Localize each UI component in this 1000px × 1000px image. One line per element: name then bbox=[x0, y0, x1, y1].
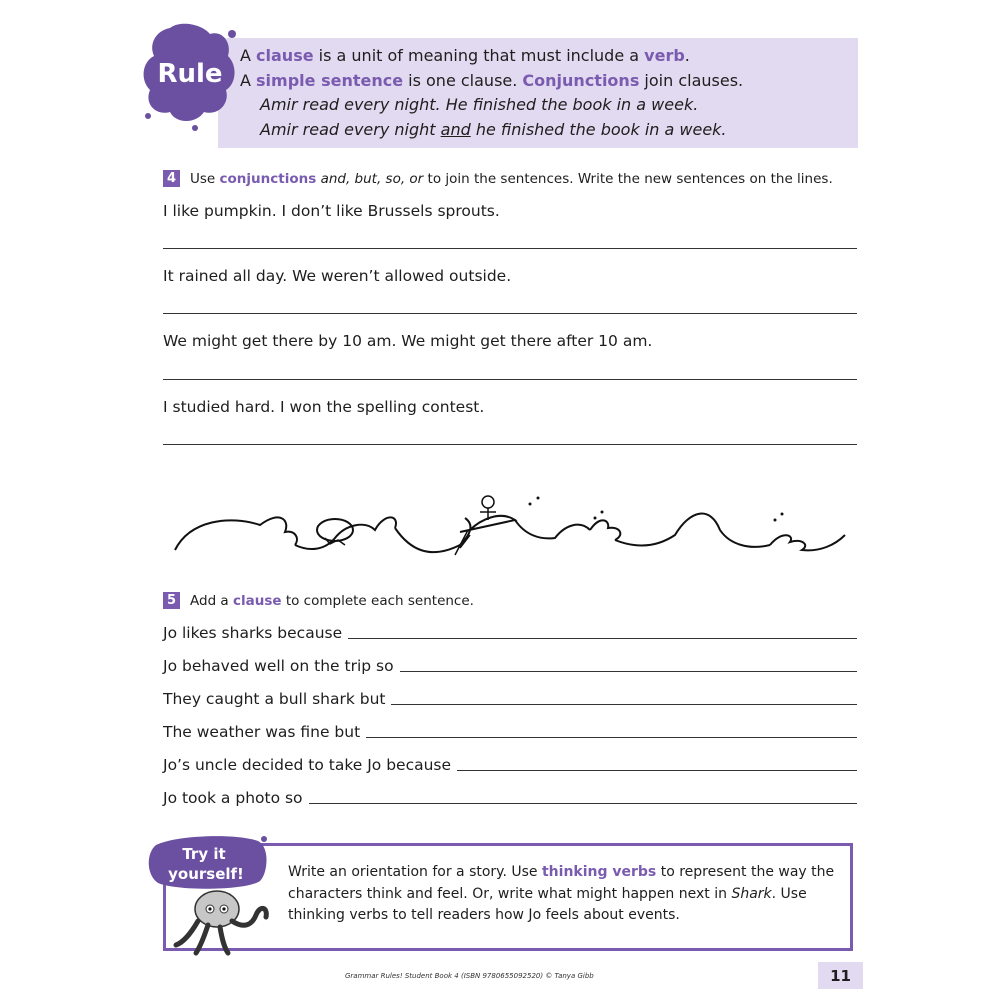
completion-row bbox=[163, 624, 857, 642]
shark-waves-illustration bbox=[170, 490, 850, 585]
footer-credit: Grammar Rules! Student Book 4 (ISBN 9780655092520) © Tanya Gibb bbox=[345, 972, 594, 980]
answer-line[interactable] bbox=[163, 313, 857, 314]
answer-line[interactable] bbox=[400, 671, 857, 672]
rule-badge-text: Rule bbox=[157, 59, 223, 89]
question-sentence: I studied hard. I won the spelling contest. bbox=[163, 398, 485, 416]
term-verb: verb bbox=[644, 46, 685, 65]
question-sentence: We might get there by 10 am. We might get there after 10 am. bbox=[163, 332, 653, 350]
rule-example-1: Amir read every night. He finished the book in a week. bbox=[260, 95, 699, 114]
question-sentence: I like pumpkin. I don’t like Brussels sprouts. bbox=[163, 202, 500, 220]
term-conjunctions: Conjunctions bbox=[522, 70, 640, 90]
answer-line[interactable] bbox=[309, 803, 857, 804]
octopus-icon bbox=[172, 885, 272, 957]
answer-line[interactable] bbox=[348, 638, 857, 639]
completion-row bbox=[163, 789, 857, 807]
completion-row bbox=[163, 657, 857, 675]
answer-line[interactable] bbox=[163, 248, 857, 249]
sentence-starter: Jo likes sharks because bbox=[163, 624, 343, 642]
sentence-starter: The weather was fine but bbox=[163, 723, 361, 741]
answer-line[interactable] bbox=[163, 444, 857, 445]
section-4-number: 4 bbox=[163, 170, 180, 187]
sentence-starter: Jo behaved well on the trip so bbox=[163, 657, 394, 675]
term-simple-sentence: simple sentence bbox=[256, 70, 404, 90]
sentence-starter: Jo’s uncle decided to take Jo because bbox=[163, 756, 452, 774]
try-it-yourself-text: Write an orientation for a story. Use thinking verbs to represent the way the characters think and feel. Or, write what might happen next in Shark. Use thinking verbs to tell readers how Jo feels about events. bbox=[288, 864, 835, 923]
completion-row bbox=[163, 756, 857, 774]
rule-example-2: Amir read every night and he finished the book in a week. bbox=[260, 119, 727, 139]
question-sentence: It rained all day. We weren’t allowed outside. bbox=[163, 267, 512, 285]
try-badge-line2: yourself! bbox=[168, 865, 244, 883]
rule-line-1: A clause is a unit of meaning that must include a verb. bbox=[240, 46, 690, 65]
answer-line[interactable] bbox=[163, 379, 857, 380]
section-4-instruction: 4 Use conjunctions and, but, so, or to join the sentences. Write the new sentences on the lines. bbox=[163, 170, 833, 187]
sentence-starter: Jo took a photo so bbox=[163, 789, 303, 807]
answer-line[interactable] bbox=[391, 704, 857, 705]
rule-line-2: A simple sentence is one clause. Conjunctions join clauses. bbox=[240, 70, 744, 90]
rule-text bbox=[240, 44, 743, 142]
term-clause: clause bbox=[256, 46, 314, 65]
completion-row bbox=[163, 723, 857, 741]
try-it-yourself-badge bbox=[146, 833, 271, 893]
section-5-instruction: 5 Add a clause to complete each sentence. bbox=[163, 592, 474, 609]
answer-line[interactable] bbox=[366, 737, 857, 738]
rule-splat-icon bbox=[140, 20, 240, 132]
try-badge-line1: Try it bbox=[182, 845, 226, 863]
section-5-number: 5 bbox=[163, 592, 180, 609]
completion-row bbox=[163, 690, 857, 708]
page-number: 11 bbox=[818, 962, 863, 989]
sentence-starter: They caught a bull shark but bbox=[163, 690, 386, 708]
answer-line[interactable] bbox=[457, 770, 857, 771]
